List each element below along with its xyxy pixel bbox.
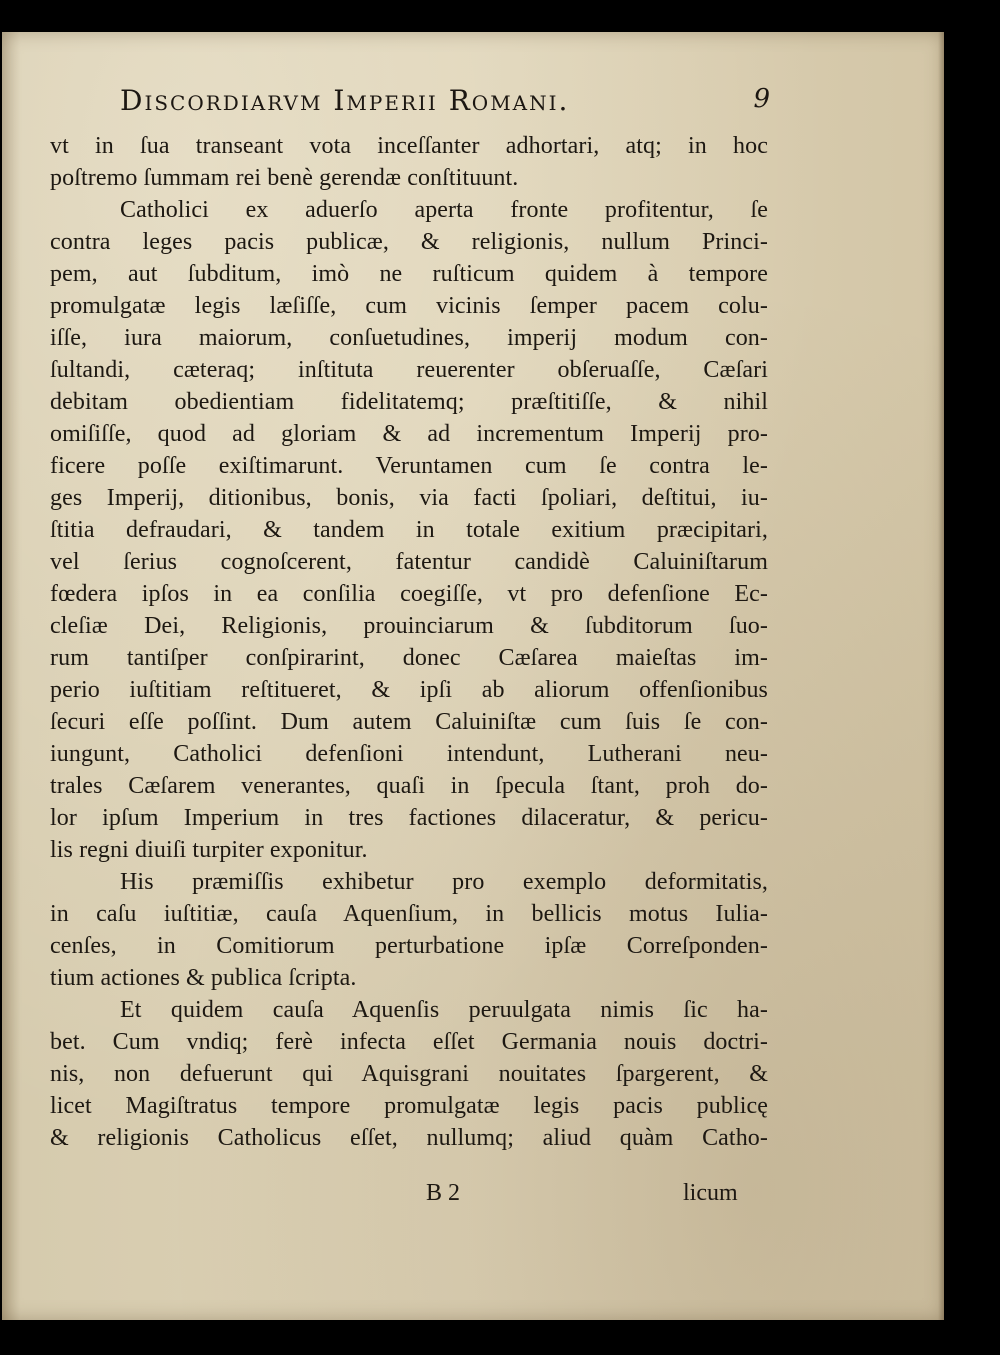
- text-line: Et quidem cauſa Aquenſis peruulgata nimis ſic ha-: [120, 997, 768, 1023]
- page-number: 9: [753, 84, 770, 114]
- text-line: cenſes, in Comitiorum perturbatione ipſæ Correſponden-: [50, 933, 768, 959]
- text-line: nis, non defuerunt qui Aquisgrani nouitates ſpargerent, &: [50, 1061, 768, 1087]
- page-header: [120, 84, 770, 120]
- text-line: poſtremo ſummam rei benè gerendæ conſtituunt.: [50, 165, 519, 191]
- body-text: [50, 129, 768, 1159]
- text-line: contra leges pacis publicæ, & religionis, nullum Princi-: [50, 229, 768, 255]
- text-line: iungunt, Catholici defenſioni intendunt, Lutherani neu-: [50, 741, 768, 767]
- text-line: iſſe, iura maiorum, conſuetudines, imperij modum con-: [50, 325, 768, 351]
- text-line: tium actiones & publica ſcripta.: [50, 965, 357, 991]
- text-line: pem, aut ſubditum, imò ne ruſticum quidem à tempore: [50, 261, 768, 287]
- text-line: debitam obedientiam fidelitatemq; præſtitiſſe, & nihil: [50, 389, 768, 415]
- catchword: licum: [683, 1180, 738, 1206]
- text-line: ges Imperij, ditionibus, bonis, via facti ſpoliari, deſtitui, iu-: [50, 485, 768, 511]
- page-edge-shadow: [938, 32, 944, 1320]
- text-line: lis regni diuiſi turpiter exponitur.: [50, 837, 368, 863]
- text-line: His præmiſſis exhibetur pro exemplo deformitatis,: [120, 869, 768, 895]
- text-line: Catholici ex aduerſo aperta fronte profitentur, ſe: [120, 197, 768, 223]
- text-line: cleſiæ Dei, Religionis, prouinciarum & ſubditorum ſuo-: [50, 613, 768, 639]
- text-line: licet Magiſtratus tempore promulgatæ legis pacis publicę: [50, 1093, 768, 1119]
- text-line: rum tantiſper conſpirarint, donec Cæſarea maieſtas im-: [50, 645, 768, 671]
- text-line: trales Cæſarem venerantes, quaſi in ſpecula ſtant, proh do-: [50, 773, 768, 799]
- text-line: ficere poſſe exiſtimarunt. Veruntamen cum ſe contra le-: [50, 453, 768, 479]
- text-line: bet. Cum vndiq; ferè infecta eſſet Germania nouis doctri-: [50, 1029, 768, 1055]
- text-line: & religionis Catholicus eſſet, nullumq; aliud quàm Catho-: [50, 1125, 768, 1151]
- text-line: perio iuſtitiam reſtitueret, & ipſi ab aliorum offenſionibus: [50, 677, 768, 703]
- text-line: ſultandi, cæteraq; inſtituta reuerenter obſeruaſſe, Cæſari: [50, 357, 768, 383]
- text-line: vel ſerius cognoſcerent, fatentur candidè Caluiniſtarum: [50, 549, 768, 575]
- text-line: ſecuri eſſe poſſint. Dum autem Caluiniſtæ cum ſuis ſe con-: [50, 709, 768, 735]
- text-line: promulgatæ legis læſiſſe, cum vicinis ſemper pacem colu-: [50, 293, 768, 319]
- text-line: fœdera ipſos in ea conſilia coegiſſe, vt pro defenſione Ec-: [50, 581, 768, 607]
- text-line: vt in ſua transeant vota inceſſanter adhortari, atq; in hoc: [50, 133, 768, 159]
- text-line: in caſu iuſtitiæ, cauſa Aquenſium, in bellicis motus Iulia-: [50, 901, 768, 927]
- text-line: ſtitia defraudari, & tandem in totale exitium præcipitari,: [50, 517, 768, 543]
- book-page: [2, 32, 944, 1320]
- text-line: lor ipſum Imperium in tres factiones dilaceratur, & pericu-: [50, 805, 768, 831]
- text-line: omiſiſſe, quod ad gloriam & ad incrementum Imperij pro-: [50, 421, 768, 447]
- signature-mark: B 2: [426, 1180, 461, 1206]
- page-footer: [2, 1180, 772, 1216]
- running-title: Discordiarvm Imperii Romani.: [120, 84, 570, 117]
